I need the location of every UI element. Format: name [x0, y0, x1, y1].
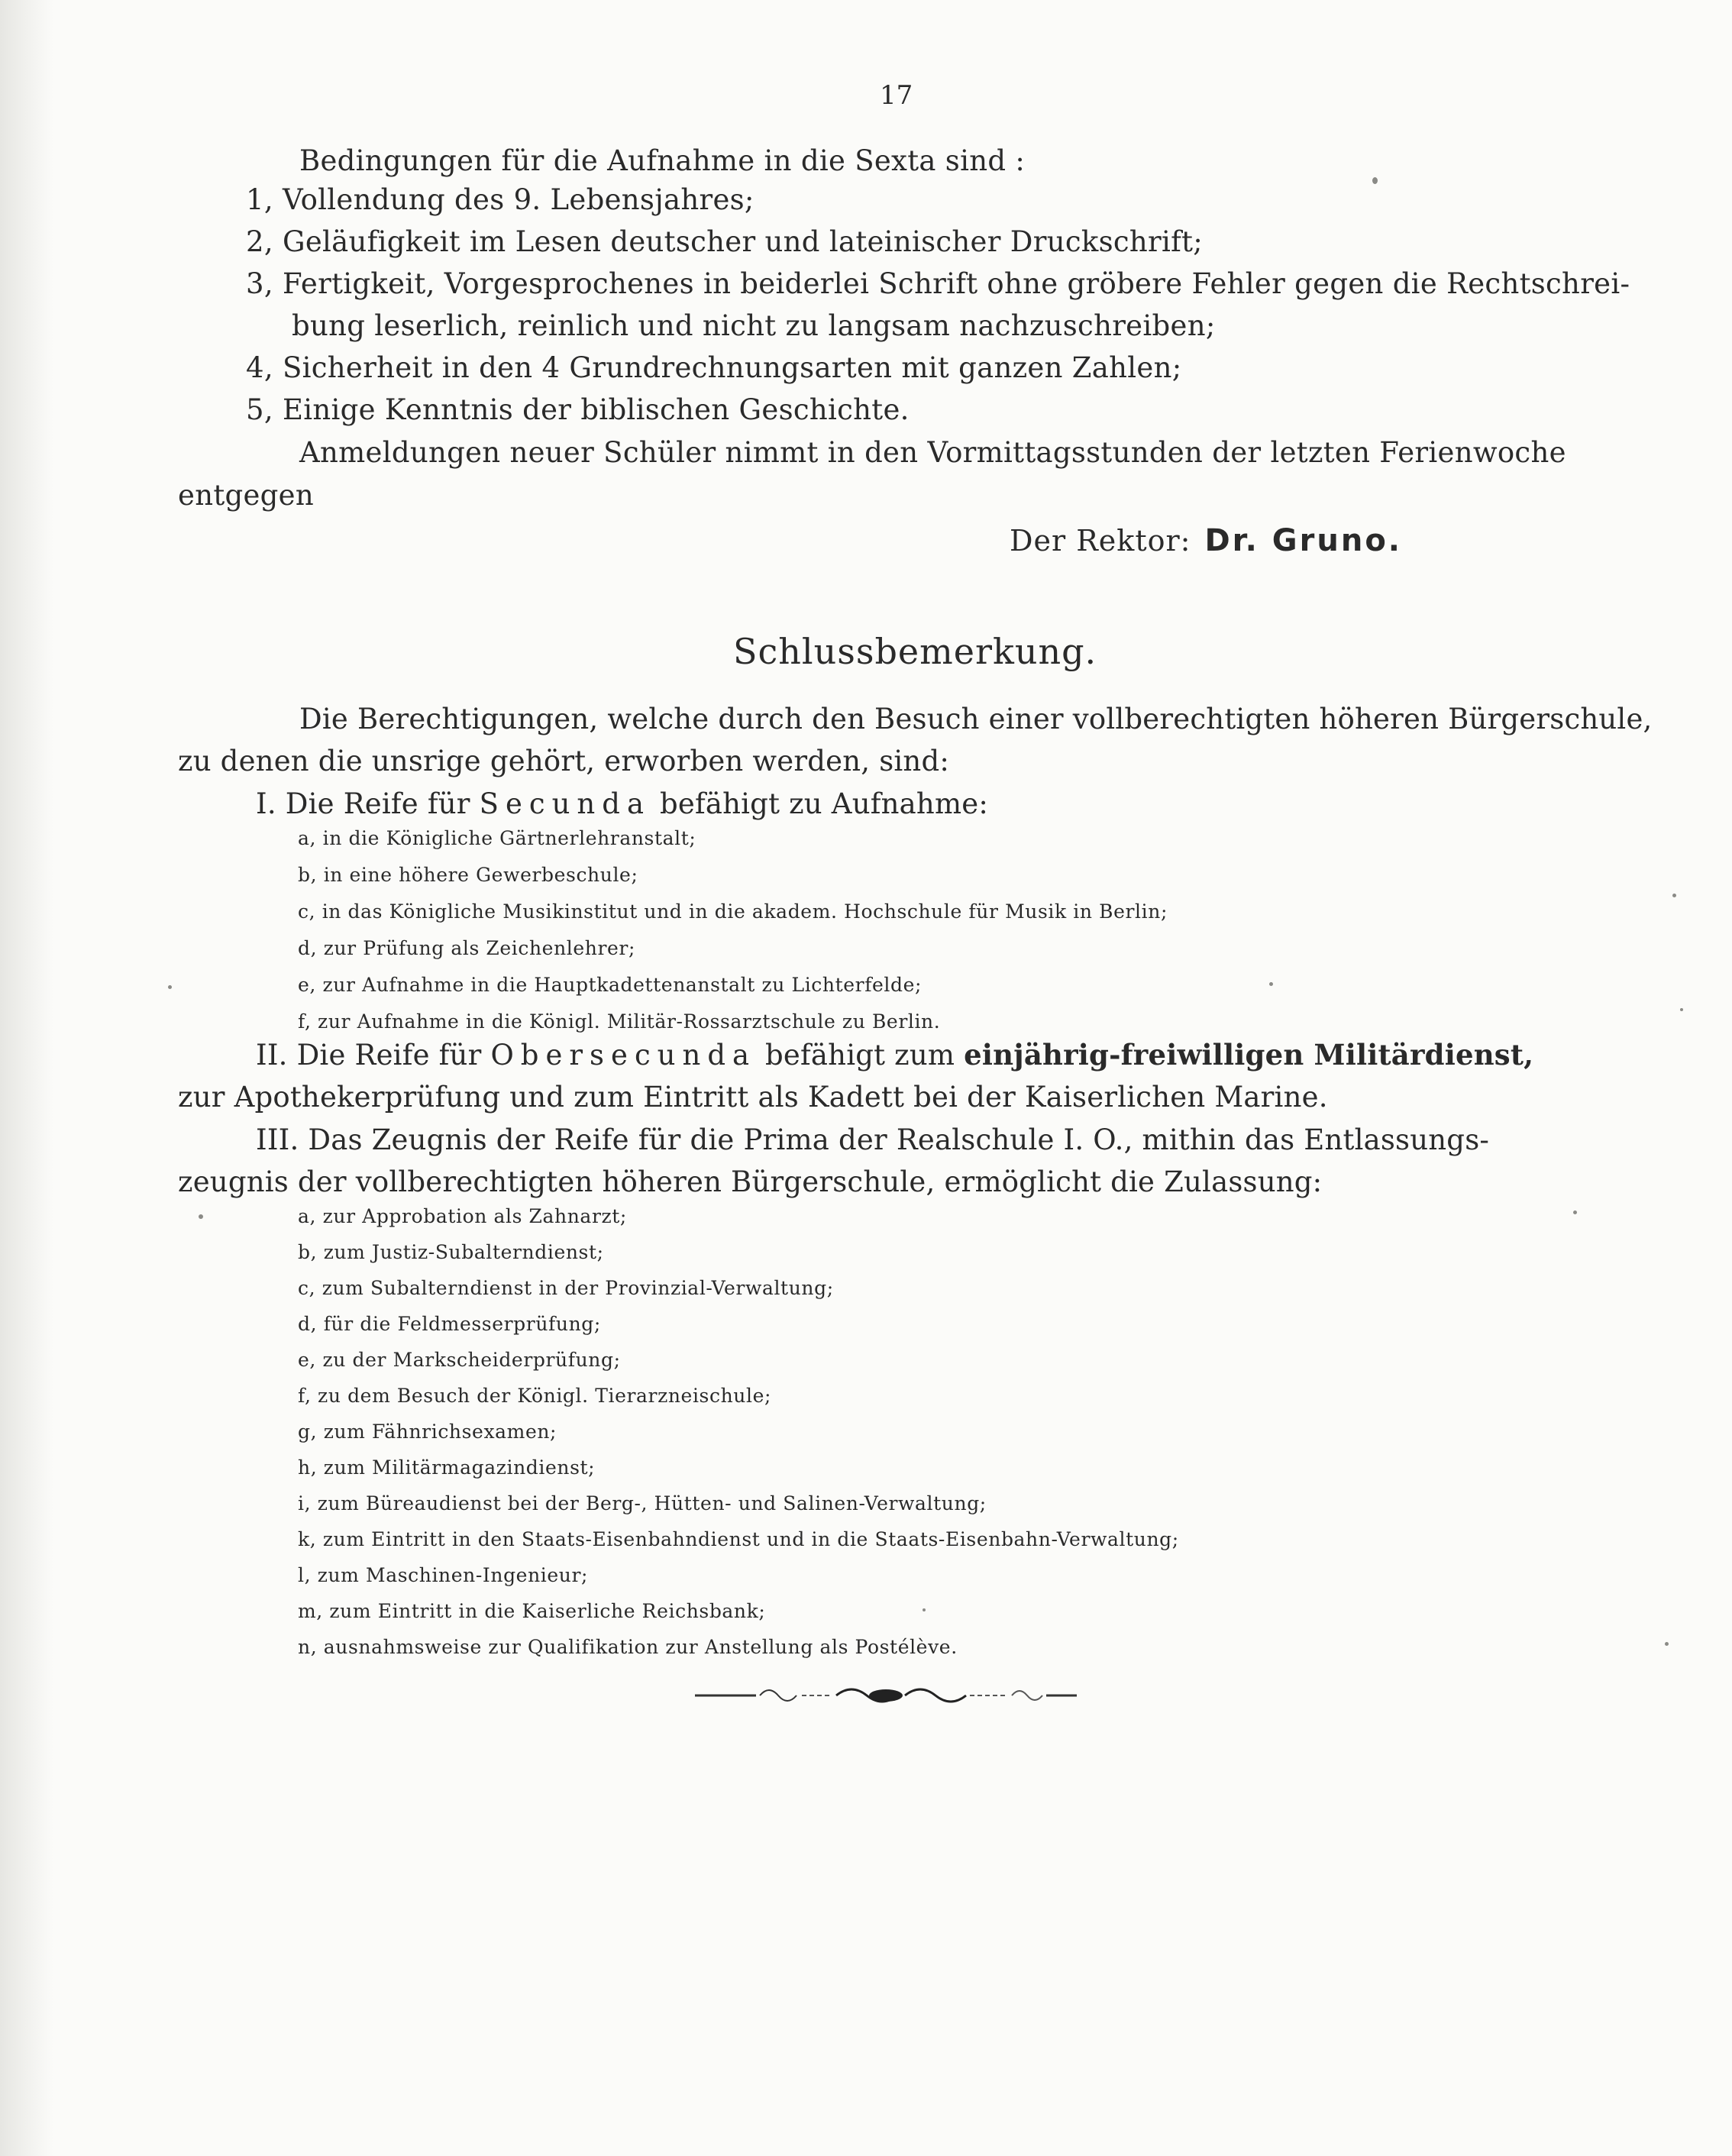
signature	[1010, 525, 1402, 556]
section-heading: Schlussbemerkung.	[733, 631, 1097, 672]
page-number: 17	[880, 80, 913, 111]
list-item: b, zum Justiz-Subalterndienst;	[298, 1241, 604, 1263]
section-text: befähigt zu Aufnahme:	[659, 787, 988, 820]
condition-item: 5, Einige Kenntnis der biblischen Geschichte.	[246, 393, 910, 426]
entitlements-intro: Die Berechtigungen, welche durch den Besuch einer vollberechtigten höheren Bürgerschule,	[299, 703, 1653, 735]
registration-text: Anmeldungen neuer Schüler nimmt in den Vormittagsstunden der letzten Ferienwoche	[299, 436, 1566, 469]
condition-item-continued: bung leserlich, reinlich und nicht zu langsam nachzuschreiben;	[292, 309, 1216, 342]
emphasized-text: einjährig-freiwilligen Militärdienst,	[964, 1038, 1534, 1072]
scan-speck	[168, 985, 172, 989]
section-text: befähigt zum	[765, 1039, 955, 1072]
section-text: Die Reife für	[296, 1039, 482, 1072]
list-item: b, in eine höhere Gewerbeschule;	[298, 864, 638, 886]
conditions-intro: Bedingungen für die Aufnahme in die Sexta sind :	[299, 144, 1026, 177]
section-three-continued: zeugnis der vollberechtigten höheren Bürgerschule, ermöglicht die Zulassung:	[178, 1165, 1323, 1198]
list-item: d, zur Prüfung als Zeichenlehrer;	[298, 937, 635, 959]
scan-speck	[1573, 1211, 1577, 1214]
list-item: i, zum Büreaudienst bei der Berg-, Hütten- und Salinen-Verwaltung;	[298, 1492, 987, 1514]
list-item: d, für die Feldmesserprüfung;	[298, 1313, 601, 1335]
section-number: II.	[256, 1039, 288, 1072]
list-item: c, zum Subalterndienst in der Provinzial-Verwaltung;	[298, 1277, 834, 1299]
scan-speck	[1672, 894, 1676, 897]
condition-item: 3, Fertigkeit, Vorgesprochenes in beiderlei Schrift ohne gröbere Fehler gegen die Rechtschrei-	[246, 267, 1630, 300]
list-item: n, ausnahmsweise zur Qualifikation zur Anstellung als Postélève.	[298, 1636, 958, 1658]
list-item: g, zum Fähnrichsexamen;	[298, 1421, 557, 1443]
list-item: c, in das Königliche Musikinstitut und in die akadem. Hochschule für Musik in Berlin;	[298, 900, 1168, 923]
scan-speck	[1372, 177, 1378, 184]
list-item: k, zum Eintritt in den Staats-Eisenbahndienst und in die Staats-Eisenbahn-Verwaltung;	[298, 1528, 1179, 1550]
scan-speck	[199, 1214, 203, 1219]
signature-title: Der Rektor:	[1010, 524, 1191, 558]
condition-item: 2, Geläufigkeit im Lesen deutscher und lateinischer Druckschrift;	[246, 225, 1204, 258]
signature-name: Dr. Gruno.	[1204, 523, 1402, 558]
section-number: I.	[256, 787, 276, 820]
section-two-continued: zur Apothekerprüfung und zum Eintritt als Kadett bei der Kaiserlichen Marine.	[178, 1081, 1328, 1114]
condition-item: 4, Sicherheit in den 4 Grundrechnungsarten mit ganzen Zahlen;	[246, 351, 1182, 384]
class-name: Obersecunda	[490, 1039, 757, 1072]
ornament-divider	[687, 1680, 1084, 1711]
list-item: a, zur Approbation als Zahnarzt;	[298, 1205, 627, 1227]
list-item: l, zum Maschinen-Ingenieur;	[298, 1564, 589, 1586]
section-two-heading	[256, 1038, 1534, 1072]
section-text: Die Reife für	[285, 787, 470, 820]
section-three-heading: III. Das Zeugnis der Reife für die Prima der Realschule I. O., mithin das Entlassungs-	[256, 1123, 1490, 1156]
list-item: a, in die Königliche Gärtnerlehranstalt;	[298, 827, 696, 849]
class-name: Secunda	[479, 787, 651, 820]
list-item: m, zum Eintritt in die Kaiserliche Reichsbank;	[298, 1600, 766, 1622]
scan-edge-shadow	[0, 0, 53, 2156]
scan-speck	[1680, 1008, 1683, 1011]
list-item: f, zu dem Besuch der Königl. Tierarzneischule;	[298, 1385, 771, 1407]
condition-item: 1, Vollendung des 9. Lebensjahres;	[246, 183, 755, 216]
scan-speck	[1665, 1642, 1669, 1646]
scan-speck	[923, 1608, 926, 1611]
scan-speck	[1269, 982, 1273, 986]
list-item: e, zur Aufnahme in die Hauptkadettenanstalt zu Lichterfelde;	[298, 974, 923, 996]
list-item: f, zur Aufnahme in die Königl. Militär-Rossarztschule zu Berlin.	[298, 1010, 941, 1033]
section-one-heading	[256, 787, 988, 820]
registration-text-end: entgegen	[178, 479, 314, 512]
list-item: h, zum Militärmagazindienst;	[298, 1456, 596, 1479]
entitlements-intro-end: zu denen die unsrige gehört, erworben werden, sind:	[178, 745, 950, 777]
list-item: e, zu der Markscheiderprüfung;	[298, 1349, 621, 1371]
